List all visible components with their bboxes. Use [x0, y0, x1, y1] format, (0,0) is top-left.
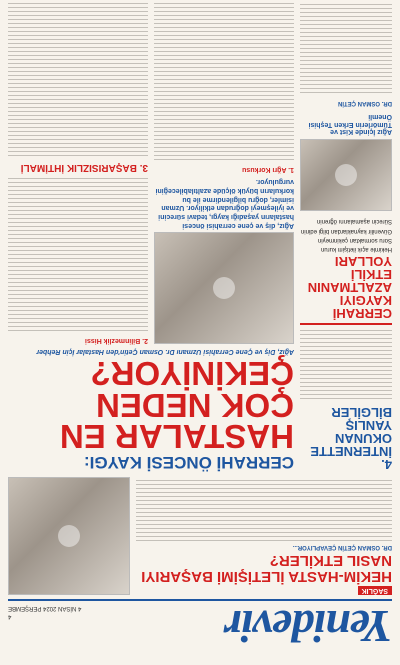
main-photo [154, 232, 294, 344]
sidebar-body-2 [300, 1, 392, 93]
issue-date: 4 NİSAN 2024 PERŞEMBE [8, 604, 82, 611]
photo-icon [213, 277, 235, 299]
sidebar-photo [300, 139, 392, 211]
main-headline: HASTALAR EN ÇOK NEDEN ÇEKİNİYOR? [59, 355, 294, 455]
sidebar-headline: 4. İNTERNETTE OKUNAN YANLIŞ BİLGİLER [310, 405, 392, 472]
sidebar-box [300, 215, 392, 325]
main-subhead: Ağız, Diş ve Çene Cerrahisi Uzmanı Dr. Osman Çetin'den Hastalar İçin Rehber [36, 347, 294, 355]
bullet-item: Soru sormaktan çekinmeyin [317, 236, 392, 243]
top-story-text [136, 477, 392, 595]
section-heading: 3. BAŞARISIZLIK İHTİMALİ [20, 161, 148, 173]
main-body-3 [8, 1, 148, 156]
top-story-photo [8, 477, 130, 595]
main-story-body [8, 1, 294, 471]
sidebar-headline-red: CERRAHİ KAYGIYI AZALTMANIN ETKİLİ YOLLARI [307, 254, 392, 321]
top-story-title: HEKİM-HASTA İLETİŞİMİ BAŞARIYI NASIL ETKİLER? [141, 552, 392, 585]
main-lead: Ağız, diş ve çene cerrahisi öncesi hastaların yaşadığı kaygı, tedavi sürecini ve iyileşmeyi doğrudan etkiliyor. Uzman isimler, doğru bilgilendirme ile bu korkuların büyük ölçüde azaltılabileceğini vurguluyor. [155, 178, 294, 229]
sidebar-bullets [300, 215, 392, 252]
masthead [8, 599, 392, 659]
main-body-2 [8, 176, 148, 331]
newspaper-logo: Yenidevir [224, 601, 392, 652]
bullet-item: Sürecin aşamalarını öğrenin [316, 218, 392, 225]
page-number: 4 [8, 612, 12, 619]
section-heading: 1. Ağrı Korkusu [242, 166, 294, 174]
sidebar [300, 1, 392, 471]
main-column-2 [8, 1, 148, 344]
main-column-1 [154, 1, 294, 344]
sidebar-byline: DR. OSMAN ÇETİN [338, 100, 392, 107]
sidebar-subhead: Ağız İçinde Kist ve Tümörlerin Erken Teşhisi Önemli [308, 112, 392, 136]
section-heading: 2. Bilinmezlik Hissi [84, 336, 148, 344]
photo-icon [58, 525, 80, 547]
main-story [8, 1, 392, 471]
section-kicker: SAĞLIK [358, 586, 392, 595]
top-story [8, 477, 392, 595]
main-columns [8, 1, 294, 344]
top-story-byline: DR. OSMAN ÇETİN ÇEVAPLIYOR... [292, 544, 392, 551]
bullet-item: Güvenilir kaynaklardan bilgi edinin [300, 227, 392, 234]
bullet-item: Hekimle açık iletişim kurun [320, 246, 392, 252]
main-body-1 [154, 1, 294, 160]
issue-meta [8, 603, 81, 619]
main-headline-top: CERRAHİ ÖNCESİ KAYGI: [83, 453, 294, 472]
sidebar-body-1 [300, 329, 392, 399]
photo-icon [335, 164, 357, 186]
top-story-body [136, 477, 392, 542]
